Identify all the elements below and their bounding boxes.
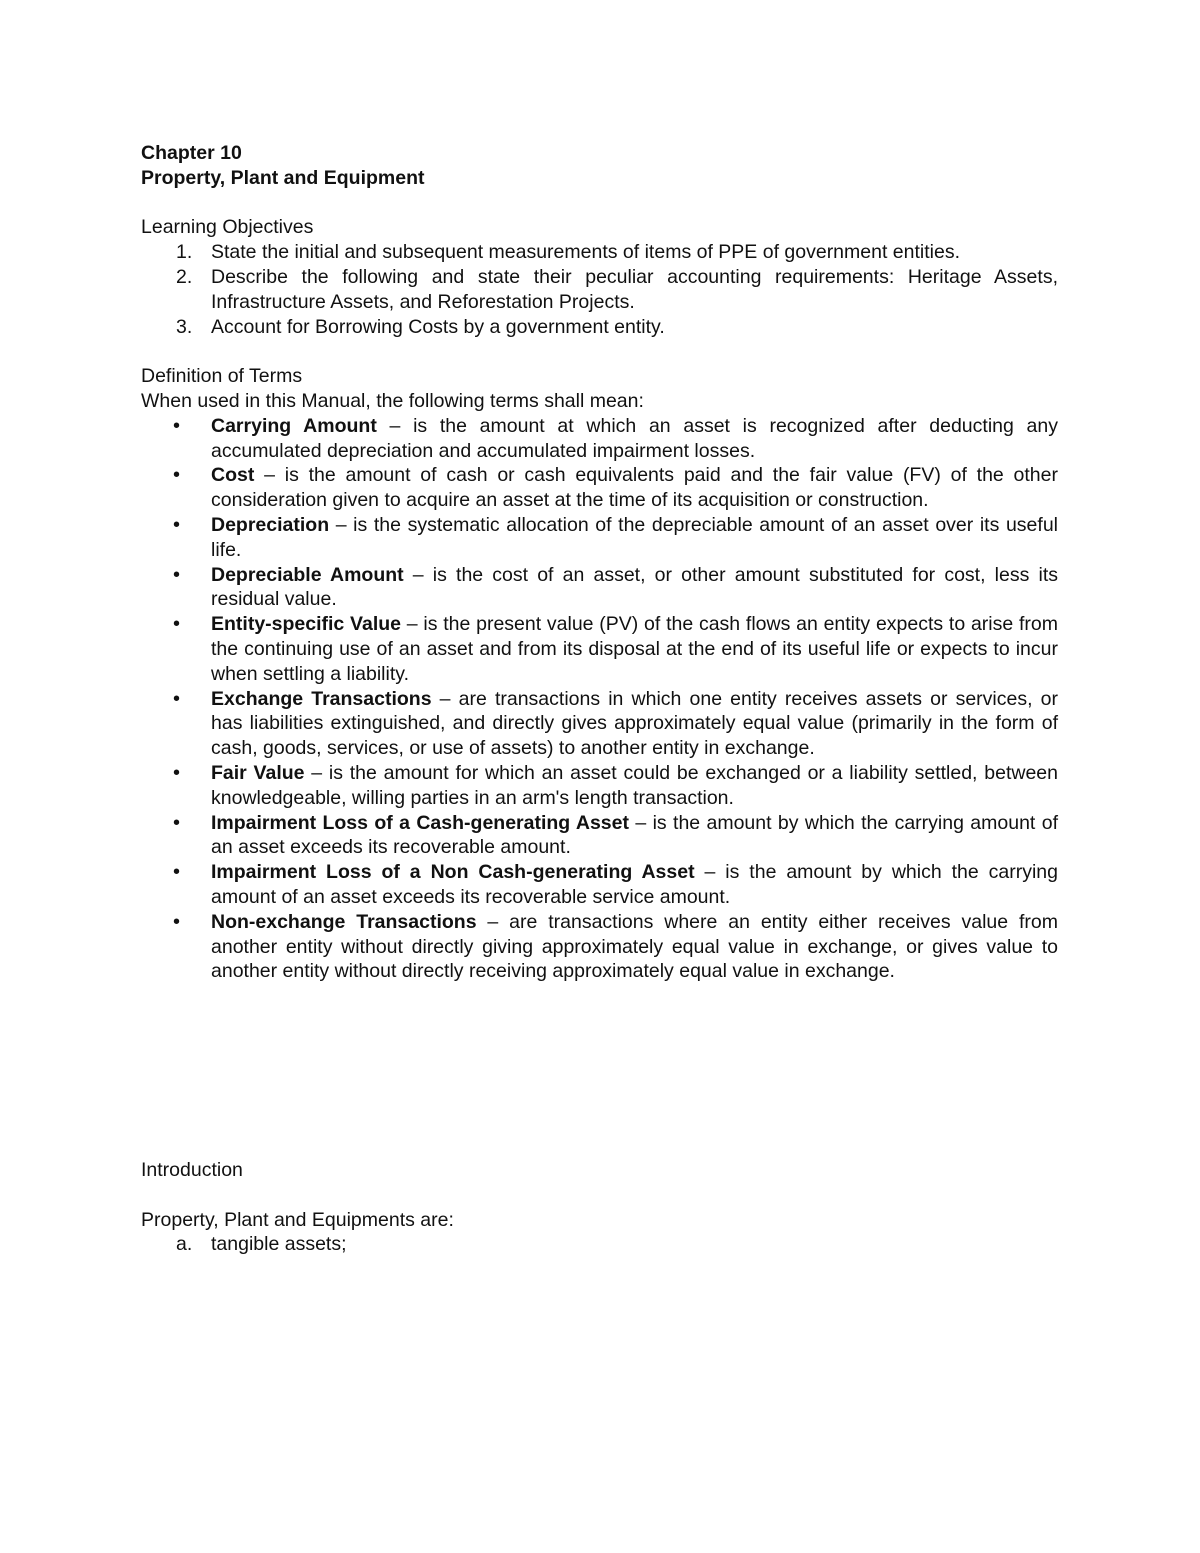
definition-term: Impairment Loss of a Cash-generating Asset: [211, 811, 629, 834]
definition-term: Depreciable Amount: [211, 563, 404, 586]
definition-term: Carrying Amount: [211, 414, 377, 437]
bullet-icon: •: [173, 513, 181, 536]
page-whitespace: [141, 984, 1058, 1158]
definition-term: Entity-specific Value: [211, 613, 401, 636]
objective-number: 3.: [176, 315, 193, 338]
objective-text: Account for Borrowing Costs by a government entity.: [211, 315, 665, 338]
bullet-icon: •: [173, 464, 181, 487]
definition-text: – is the cost of an asset, or other amount substituted for cost, less its residual value.: [211, 563, 1058, 611]
document-page: [141, 141, 1058, 1257]
blank-line: [141, 339, 1058, 364]
introduction-item: [141, 1232, 1058, 1257]
definition-text: – is the amount by which the carrying amount of an asset exceeds its recoverable amount.: [211, 811, 1058, 859]
definition-text: – are transactions in which one entity receives assets or services, or has liabilities extinguished, and directly gives approximately equal value (primarily in the form of cash, goods, services, or use of assets) to another entity in exchange.: [211, 687, 1058, 760]
definition-item: [141, 761, 1058, 811]
bullet-icon: •: [173, 811, 181, 834]
definition-item: [141, 513, 1058, 563]
bullet-icon: •: [173, 613, 181, 636]
objectives-heading: Learning Objectives: [141, 216, 314, 239]
definitions-heading: Definition of Terms: [141, 365, 303, 388]
objective-text: Describe the following and state their peculiar accounting requirements: Heritage Assets, Infrastructure Assets, and Reforestation Projects.: [211, 265, 1058, 313]
definition-item: [141, 563, 1058, 613]
definition-term: Non-exchange Transactions: [211, 910, 477, 933]
definition-term: Fair Value: [211, 761, 305, 784]
objective-item: [141, 265, 1058, 315]
definition-item: [141, 612, 1058, 686]
definition-item: [141, 687, 1058, 761]
definition-item: [141, 910, 1058, 984]
definition-item: [141, 463, 1058, 513]
chapter-number: Chapter 10: [141, 142, 242, 164]
bullet-icon: •: [173, 563, 181, 586]
definition-item: [141, 414, 1058, 464]
definition-text: – are transactions where an entity either receives value from another entity without directly giving approximately equal value in exchange, or gives value to another entity without directly receiving approximately equal value in exchange.: [211, 910, 1058, 983]
definition-item: [141, 811, 1058, 861]
objective-number: 1.: [176, 241, 193, 264]
bullet-icon: •: [173, 910, 181, 933]
bullet-icon: •: [173, 687, 181, 710]
introduction-text: tangible assets;: [211, 1233, 347, 1256]
introduction-letter: a.: [176, 1233, 193, 1256]
introduction-lead: Property, Plant and Equipments are:: [141, 1208, 454, 1231]
definition-term: Exchange Transactions: [211, 687, 432, 710]
definition-term: Impairment Loss of a Non Cash-generating Asset: [211, 861, 695, 884]
blank-line: [141, 1183, 1058, 1208]
definition-text: – is the systematic allocation of the depreciable amount of an asset over its useful life.: [211, 513, 1058, 561]
definition-text: – is the present value (PV) of the cash flows an entity expects to arise from the continuing use of an asset and from its disposal at the end of its useful life or expects to incur when settling a liability.: [211, 613, 1058, 685]
definition-text: – is the amount at which an asset is recognized after deducting any accumulated depreciation and accumulated impairment losses.: [211, 414, 1058, 462]
definitions-list: [141, 414, 1058, 984]
introduction-list: [141, 1232, 1058, 1257]
definition-text: – is the amount for which an asset could be exchanged or a liability settled, between knowledgeable, willing parties in an arm's length transaction.: [211, 761, 1058, 809]
chapter-title: Property, Plant and Equipment: [141, 166, 425, 189]
blank-line: [141, 191, 1058, 216]
objective-text: State the initial and subsequent measurements of items of PPE of government entities.: [211, 241, 960, 264]
objective-item: [141, 240, 1058, 265]
bullet-icon: •: [173, 761, 181, 784]
objective-number: 2.: [176, 265, 193, 288]
definition-term: Depreciation: [211, 513, 330, 536]
definition-item: [141, 860, 1058, 910]
bullet-icon: •: [173, 414, 181, 437]
definitions-intro: When used in this Manual, the following terms shall mean:: [141, 389, 644, 412]
definition-text: – is the amount of cash or cash equivalents paid and the fair value (FV) of the other consideration given to acquire an asset at the time of its acquisition or construction.: [211, 464, 1058, 512]
introduction-heading: Introduction: [141, 1159, 243, 1182]
objective-item: [141, 315, 1058, 340]
objectives-list: [141, 240, 1058, 339]
definition-text: – is the amount by which the carrying amount of an asset exceeds its recoverable service amount.: [211, 861, 1058, 908]
bullet-icon: •: [173, 861, 181, 884]
definition-term: Cost: [211, 464, 255, 487]
